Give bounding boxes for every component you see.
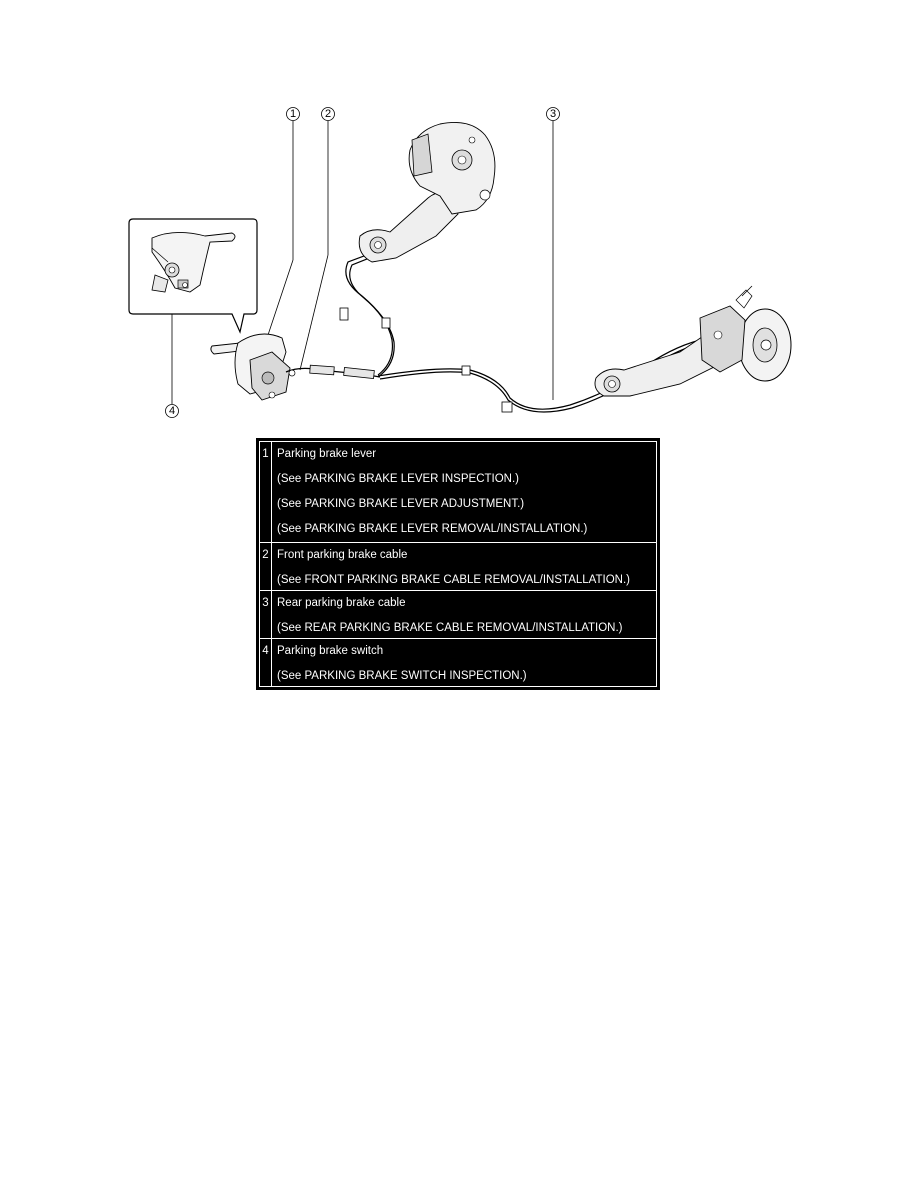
legend-row-text (277, 442, 654, 542)
callout-3 (547, 108, 560, 121)
legend-row-text (277, 639, 654, 687)
legend-row-2 (260, 543, 656, 591)
parking-brake-diagram (0, 0, 918, 430)
callout-2 (322, 108, 335, 121)
parts-legend-table (256, 438, 660, 690)
callout-4 (166, 405, 179, 418)
legend-line: (See PARKING BRAKE LEVER ADJUSTMENT.) (277, 498, 525, 510)
legend-line: Parking brake lever (277, 448, 377, 460)
rear-suspension-right-drawing (595, 286, 791, 396)
front-parking-brake-cable-drawing (286, 365, 380, 378)
callout-1 (287, 108, 300, 121)
rear-suspension-left-drawing (359, 122, 495, 262)
svg-text:2: 2 (324, 108, 332, 120)
legend-line: (See REAR PARKING BRAKE CABLE REMOVAL/INSTALLATION.) (277, 622, 623, 634)
legend-row-number: 4 (260, 639, 272, 687)
legend-row-text (277, 543, 654, 591)
legend-line: Front parking brake cable (277, 549, 408, 561)
legend-row-number: 3 (260, 591, 272, 638)
legend-line: (See PARKING BRAKE SWITCH INSPECTION.) (277, 670, 527, 682)
legend-row-4 (260, 639, 656, 687)
legend-line: (See PARKING BRAKE LEVER INSPECTION.) (277, 473, 519, 485)
legend-line: (See PARKING BRAKE LEVER REMOVAL/INSTALLATION.) (277, 523, 588, 535)
legend-row-number: 1 (260, 442, 272, 542)
svg-text:1: 1 (289, 108, 297, 120)
legend-row-text (277, 591, 654, 639)
switch-detail-inset (129, 219, 257, 332)
legend-line: Rear parking brake cable (277, 597, 406, 609)
legend-row-number: 2 (260, 543, 272, 590)
svg-text:3: 3 (549, 108, 557, 120)
parking-brake-lever-drawing (211, 334, 290, 400)
legend-line: Parking brake switch (277, 645, 384, 657)
legend-line: (See FRONT PARKING BRAKE CABLE REMOVAL/INSTALLATION.) (277, 574, 630, 586)
legend-row-3 (260, 591, 656, 639)
svg-text:4: 4 (168, 405, 176, 417)
legend-row-1 (260, 442, 656, 543)
